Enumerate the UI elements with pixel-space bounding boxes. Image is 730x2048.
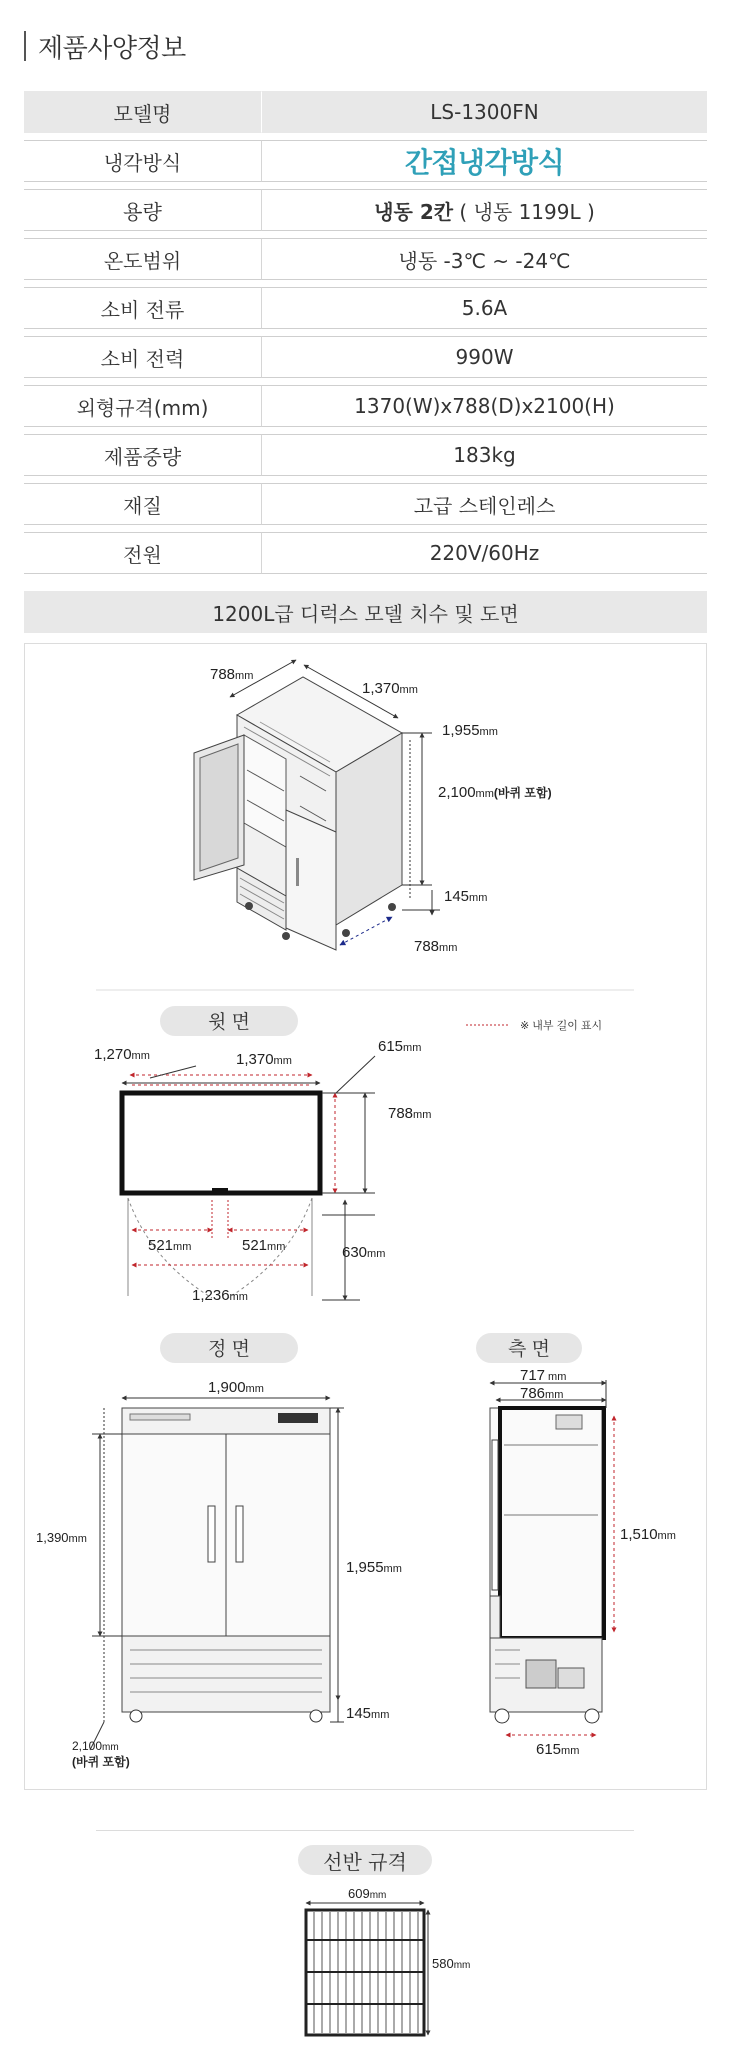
iso-depth-label: 788mm (210, 666, 254, 683)
spec-key: 소비 전력 (24, 336, 261, 378)
spec-value: LS-1300FN (261, 91, 707, 133)
top-788-label: 788mm (388, 1105, 432, 1122)
spec-key: 재질 (24, 483, 261, 525)
top-view (122, 1056, 375, 1300)
front-base-label: 145mm (346, 1705, 390, 1722)
top-view-title: 윗 면 (208, 1012, 250, 1033)
spec-key: 용량 (24, 189, 261, 231)
front-wheel-height-label: 2,100mm (72, 1739, 119, 1753)
iso-h1955-label: 1,955mm (442, 722, 498, 739)
iso-foot-label: 788mm (414, 938, 458, 955)
spec-key: 제품중량 (24, 434, 261, 476)
front-inner-height-label: 1,390mm (36, 1530, 87, 1545)
shelf-width-label: 609mm (348, 1886, 387, 1901)
spec-key: 냉각방식 (24, 140, 261, 182)
cooling-highlight: 간접냉각방식 (404, 146, 565, 179)
spec-value: 220V/60Hz (261, 532, 707, 574)
capacity-rest: ( 냉동 1199L ) (453, 199, 595, 224)
door-right-label: 521mm (242, 1237, 286, 1254)
iso-base-label: 145mm (444, 888, 488, 905)
spec-key: 소비 전류 (24, 287, 261, 329)
front-width-label: 1,900mm (208, 1379, 264, 1396)
spec-value: 냉동 -3℃ ~ -24℃ (261, 238, 707, 280)
side-bottom-label: 615mm (536, 1741, 580, 1758)
front-wheel-note: (바퀴 포함) (72, 1755, 130, 1769)
divider-2 (96, 1830, 634, 1831)
top-outer-width-label: 1,370mm (236, 1051, 292, 1068)
capacity-bold: 냉동 2칸 (374, 199, 454, 224)
swing-label: 630mm (342, 1244, 386, 1261)
isometric-view (194, 660, 440, 950)
front-view-title: 정 면 (208, 1339, 250, 1360)
iso-h2100-label: 2,100mm(바퀴 포함) (438, 784, 552, 801)
shelf-drawing (306, 1903, 428, 2035)
side-786-label: 786mm (520, 1385, 564, 1402)
top-615-label: 615mm (378, 1038, 422, 1055)
spec-value: 5.6A (261, 287, 707, 329)
spec-value: 183kg (261, 434, 707, 476)
spec-key: 전원 (24, 532, 261, 574)
door-left-label: 521mm (148, 1237, 192, 1254)
shelf-title: 선반 규격 (298, 1845, 432, 1875)
front-total-height-label: 1,955mm (346, 1559, 402, 1576)
shelf-depth-label: 580mm (432, 1956, 471, 1971)
drawing-header: 1200L급 디럭스 모델 치수 및 도면 (24, 591, 707, 633)
side-1510-label: 1,510mm (620, 1526, 676, 1543)
swing-total-label: 1,236mm (192, 1287, 248, 1304)
side-view-title: 측 면 (508, 1339, 550, 1360)
spec-key: 온도범위 (24, 238, 261, 280)
iso-width-label: 1,370mm (362, 680, 418, 697)
spec-value: 1370(W)x788(D)x2100(H) (261, 385, 707, 427)
spec-key: 모델명 (24, 91, 261, 133)
spec-key: 외형규격(mm) (24, 385, 261, 427)
spec-value: 990W (261, 336, 707, 378)
title-text: 제품사양정보 (38, 33, 186, 64)
side-view (490, 1380, 614, 1735)
legend-text: ※ 내부 길이 표시 (520, 1020, 603, 1032)
spec-value: 고급 스테인레스 (261, 483, 707, 525)
front-view (90, 1398, 344, 1750)
side-717-label: 717 mm (520, 1367, 567, 1384)
top-inner-width-label: 1,270mm (94, 1046, 150, 1063)
